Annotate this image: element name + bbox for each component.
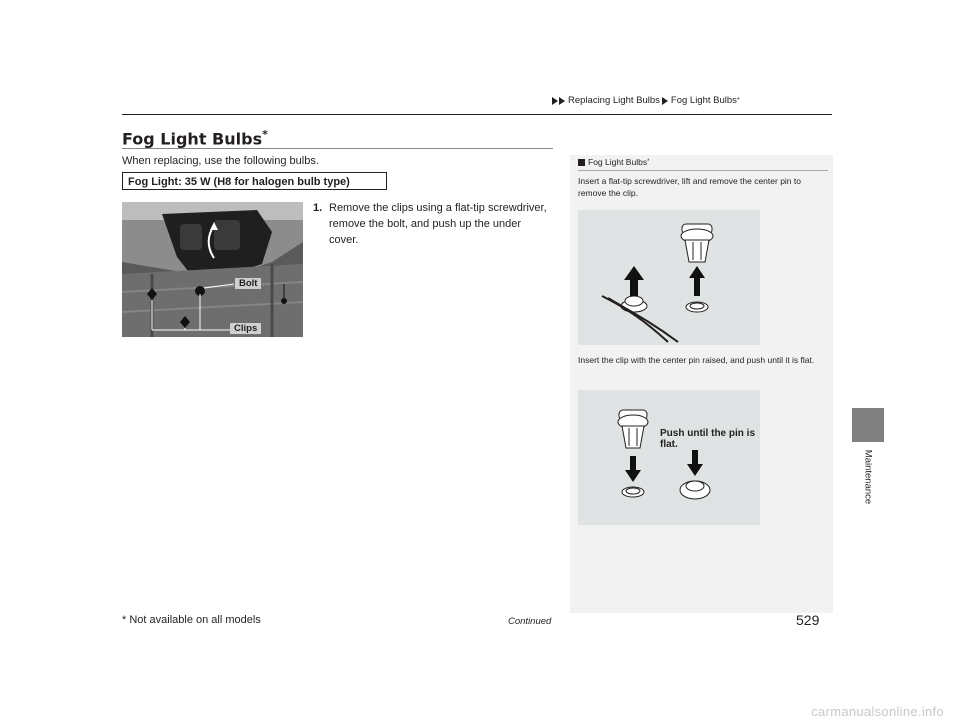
page-title-asterisk: * <box>262 128 268 141</box>
chapter-tab-text: Maintenance <box>862 449 874 505</box>
bolt-callout: Bolt <box>235 278 261 289</box>
clips-callout: Clips <box>230 323 261 334</box>
clip-removal-illustration <box>578 210 760 345</box>
note-icon <box>578 159 585 166</box>
clip-removal-drawing <box>578 210 760 345</box>
breadcrumb-separator-icon <box>662 97 668 105</box>
footnote: * Not available on all models <box>122 614 261 626</box>
clip-install-illustration <box>578 390 760 525</box>
note-title <box>578 157 649 167</box>
push-until-flat-label: Push until the pin is flat. <box>660 428 755 450</box>
procedure-step <box>313 200 553 248</box>
continued-label: Continued <box>508 616 552 627</box>
breadcrumb-section[interactable]: Replacing Light Bulbs <box>568 95 660 106</box>
chapter-tab-label[interactable] <box>852 442 884 512</box>
header-divider <box>122 114 832 115</box>
note-title-divider <box>578 170 828 171</box>
intro-text: When replacing, use the following bulbs. <box>122 155 319 167</box>
title-divider <box>122 148 553 149</box>
breadcrumb <box>552 95 740 106</box>
page-title <box>122 128 268 148</box>
breadcrumb-topic[interactable]: Fog Light Bulbs <box>670 95 737 106</box>
bulb-spec-box: Fog Light: 35 W (H8 for halogen bulb type) <box>122 172 387 190</box>
watermark <box>0 704 960 722</box>
step-number: 1. <box>313 202 323 214</box>
note-paragraph-1: Insert a flat-tip screwdriver, lift and remove the center pin to remove the clip. <box>578 176 801 198</box>
under-cover-photo-drawing <box>122 202 303 337</box>
page-number: 529 <box>796 612 820 628</box>
breadcrumb-asterisk: * <box>736 97 740 104</box>
breadcrumb-arrow-icon <box>552 97 558 105</box>
note-title-text[interactable]: Fog Light Bulbs <box>588 157 648 167</box>
watermark-text: carmanualsonline.info <box>811 704 944 719</box>
breadcrumb-arrow-icon <box>559 97 565 105</box>
note-title-asterisk: * <box>647 159 650 165</box>
note-paragraph-2: Insert the clip with the center pin raised, and push until it is flat. <box>578 355 815 365</box>
under-cover-photo <box>122 202 303 337</box>
step-text: Remove the clips using a flat-tip screwdriver, remove the bolt, and push up the under cover. <box>329 202 547 246</box>
page-title-text: Fog Light Bulbs <box>122 129 263 149</box>
clip-install-drawing <box>578 390 760 525</box>
chapter-tab[interactable] <box>852 408 884 442</box>
